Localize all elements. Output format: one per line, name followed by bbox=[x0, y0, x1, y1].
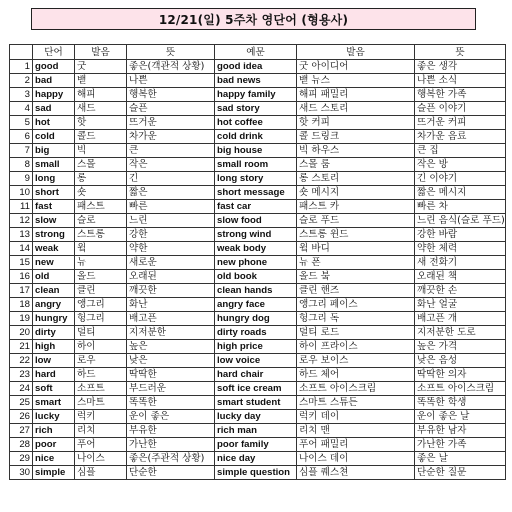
pronunciation-cell: 콜드 bbox=[75, 130, 127, 144]
example-meaning-cell: 느린 음식(슬로 푸드) bbox=[415, 214, 506, 228]
row-number: 2 bbox=[10, 74, 33, 88]
pronunciation-cell: 스트롱 bbox=[75, 228, 127, 242]
meaning-cell: 똑똑한 bbox=[127, 396, 215, 410]
word-cell: dirty bbox=[33, 326, 75, 340]
meaning-cell: 좋은(객관적 상황) bbox=[127, 60, 215, 74]
pronunciation-cell: 패스트 bbox=[75, 200, 127, 214]
example-pronunciation-cell: 핫 커피 bbox=[297, 116, 415, 130]
example-meaning-cell: 운이 좋은 날 bbox=[415, 410, 506, 424]
example-meaning-cell: 나쁜 소식 bbox=[415, 74, 506, 88]
word-cell: new bbox=[33, 256, 75, 270]
meaning-cell: 지저분한 bbox=[127, 326, 215, 340]
example-cell: soft ice cream bbox=[215, 382, 297, 396]
example-cell: short message bbox=[215, 186, 297, 200]
word-cell: short bbox=[33, 186, 75, 200]
row-number: 12 bbox=[10, 214, 33, 228]
table-row bbox=[10, 424, 506, 438]
header-example-pronunciation: 발음 bbox=[297, 45, 415, 60]
example-pronunciation-cell: 푸어 패밀리 bbox=[297, 438, 415, 452]
meaning-cell: 짧은 bbox=[127, 186, 215, 200]
example-cell: bad news bbox=[215, 74, 297, 88]
pronunciation-cell: 굿 bbox=[75, 60, 127, 74]
example-meaning-cell: 배고픈 개 bbox=[415, 312, 506, 326]
example-pronunciation-cell: 덜티 로드 bbox=[297, 326, 415, 340]
word-cell: cold bbox=[33, 130, 75, 144]
meaning-cell: 빠른 bbox=[127, 200, 215, 214]
example-pronunciation-cell: 해피 패밀리 bbox=[297, 88, 415, 102]
row-number: 22 bbox=[10, 354, 33, 368]
example-meaning-cell: 짧은 메시지 bbox=[415, 186, 506, 200]
example-cell: poor family bbox=[215, 438, 297, 452]
meaning-cell: 긴 bbox=[127, 172, 215, 186]
word-cell: fast bbox=[33, 200, 75, 214]
example-cell: long story bbox=[215, 172, 297, 186]
word-cell: happy bbox=[33, 88, 75, 102]
example-meaning-cell: 뜨거운 커피 bbox=[415, 116, 506, 130]
example-pronunciation-cell: 럭키 데이 bbox=[297, 410, 415, 424]
table-row bbox=[10, 102, 506, 116]
table-row bbox=[10, 60, 506, 74]
table-row bbox=[10, 88, 506, 102]
pronunciation-cell: 핫 bbox=[75, 116, 127, 130]
example-meaning-cell: 강한 바람 bbox=[415, 228, 506, 242]
example-cell: good idea bbox=[215, 60, 297, 74]
row-number: 28 bbox=[10, 438, 33, 452]
example-pronunciation-cell: 패스트 카 bbox=[297, 200, 415, 214]
word-cell: low bbox=[33, 354, 75, 368]
table-row bbox=[10, 186, 506, 200]
example-pronunciation-cell: 스몰 룸 bbox=[297, 158, 415, 172]
word-cell: weak bbox=[33, 242, 75, 256]
pronunciation-cell: 럭키 bbox=[75, 410, 127, 424]
example-cell: lucky day bbox=[215, 410, 297, 424]
example-pronunciation-cell: 밷 뉴스 bbox=[297, 74, 415, 88]
table-row bbox=[10, 382, 506, 396]
example-cell: hungry dog bbox=[215, 312, 297, 326]
example-meaning-cell: 행복한 가족 bbox=[415, 88, 506, 102]
pronunciation-cell: 빅 bbox=[75, 144, 127, 158]
row-number: 3 bbox=[10, 88, 33, 102]
table-row bbox=[10, 312, 506, 326]
table-row bbox=[10, 284, 506, 298]
pronunciation-cell: 소프트 bbox=[75, 382, 127, 396]
example-cell: cold drink bbox=[215, 130, 297, 144]
meaning-cell: 깨끗한 bbox=[127, 284, 215, 298]
word-cell: lucky bbox=[33, 410, 75, 424]
example-meaning-cell: 좋은 날 bbox=[415, 452, 506, 466]
example-cell: fast car bbox=[215, 200, 297, 214]
example-cell: big house bbox=[215, 144, 297, 158]
row-number: 17 bbox=[10, 284, 33, 298]
word-cell: small bbox=[33, 158, 75, 172]
row-number: 27 bbox=[10, 424, 33, 438]
word-cell: old bbox=[33, 270, 75, 284]
example-pronunciation-cell: 숏 메시지 bbox=[297, 186, 415, 200]
example-pronunciation-cell: 콜 드링크 bbox=[297, 130, 415, 144]
example-meaning-cell: 좋은 생각 bbox=[415, 60, 506, 74]
example-meaning-cell: 딱딱한 의자 bbox=[415, 368, 506, 382]
word-cell: slow bbox=[33, 214, 75, 228]
example-meaning-cell: 낮은 음성 bbox=[415, 354, 506, 368]
meaning-cell: 뜨거운 bbox=[127, 116, 215, 130]
word-cell: big bbox=[33, 144, 75, 158]
example-cell: rich man bbox=[215, 424, 297, 438]
row-number: 10 bbox=[10, 186, 33, 200]
example-pronunciation-cell: 소프트 아이스크림 bbox=[297, 382, 415, 396]
word-cell: high bbox=[33, 340, 75, 354]
meaning-cell: 나쁜 bbox=[127, 74, 215, 88]
header-example-meaning: 뜻 bbox=[415, 45, 506, 60]
example-cell: slow food bbox=[215, 214, 297, 228]
meaning-cell: 가난한 bbox=[127, 438, 215, 452]
table-row bbox=[10, 228, 506, 242]
example-meaning-cell: 지저분한 도로 bbox=[415, 326, 506, 340]
pronunciation-cell: 새드 bbox=[75, 102, 127, 116]
example-meaning-cell: 작은 방 bbox=[415, 158, 506, 172]
pronunciation-cell: 푸어 bbox=[75, 438, 127, 452]
example-pronunciation-cell: 롱 스토리 bbox=[297, 172, 415, 186]
example-pronunciation-cell: 심플 퀘스쳔 bbox=[297, 466, 415, 480]
example-meaning-cell: 차가운 음료 bbox=[415, 130, 506, 144]
example-pronunciation-cell: 나이스 데이 bbox=[297, 452, 415, 466]
table-row bbox=[10, 410, 506, 424]
example-pronunciation-cell: 올드 붘 bbox=[297, 270, 415, 284]
vocabulary-table bbox=[9, 44, 506, 480]
example-meaning-cell: 가난한 가족 bbox=[415, 438, 506, 452]
example-meaning-cell: 큰 집 bbox=[415, 144, 506, 158]
example-cell: simple question bbox=[215, 466, 297, 480]
row-number: 1 bbox=[10, 60, 33, 74]
meaning-cell: 배고픈 bbox=[127, 312, 215, 326]
example-pronunciation-cell: 슬로 푸드 bbox=[297, 214, 415, 228]
row-number: 5 bbox=[10, 116, 33, 130]
word-cell: rich bbox=[33, 424, 75, 438]
pronunciation-cell: 밷 bbox=[75, 74, 127, 88]
table-row bbox=[10, 340, 506, 354]
pronunciation-cell: 스몰 bbox=[75, 158, 127, 172]
page-title: 12/21(일) 5주차 영단어 (형용사) bbox=[31, 8, 476, 30]
word-cell: smart bbox=[33, 396, 75, 410]
example-cell: happy family bbox=[215, 88, 297, 102]
example-pronunciation-cell: 굿 아이디어 bbox=[297, 60, 415, 74]
table-row bbox=[10, 354, 506, 368]
pronunciation-cell: 스마트 bbox=[75, 396, 127, 410]
row-number: 18 bbox=[10, 298, 33, 312]
example-cell: small room bbox=[215, 158, 297, 172]
meaning-cell: 강한 bbox=[127, 228, 215, 242]
meaning-cell: 새로운 bbox=[127, 256, 215, 270]
table-row bbox=[10, 242, 506, 256]
word-cell: hot bbox=[33, 116, 75, 130]
example-meaning-cell: 슬픈 이야기 bbox=[415, 102, 506, 116]
table-row bbox=[10, 158, 506, 172]
example-meaning-cell: 오래된 책 bbox=[415, 270, 506, 284]
pronunciation-cell: 숏 bbox=[75, 186, 127, 200]
example-cell: high price bbox=[215, 340, 297, 354]
pronunciation-cell: 윜 bbox=[75, 242, 127, 256]
header-word: 단어 bbox=[33, 45, 75, 60]
example-pronunciation-cell: 스마트 스튜든 bbox=[297, 396, 415, 410]
table-row bbox=[10, 270, 506, 284]
example-meaning-cell: 약한 체력 bbox=[415, 242, 506, 256]
header-pronunciation: 발음 bbox=[75, 45, 127, 60]
word-cell: angry bbox=[33, 298, 75, 312]
meaning-cell: 단순한 bbox=[127, 466, 215, 480]
row-number: 6 bbox=[10, 130, 33, 144]
pronunciation-cell: 롱 bbox=[75, 172, 127, 186]
example-cell: clean hands bbox=[215, 284, 297, 298]
row-number: 20 bbox=[10, 326, 33, 340]
example-pronunciation-cell: 리치 맨 bbox=[297, 424, 415, 438]
header-example: 예문 bbox=[215, 45, 297, 60]
row-number: 21 bbox=[10, 340, 33, 354]
example-cell: sad story bbox=[215, 102, 297, 116]
row-number: 16 bbox=[10, 270, 33, 284]
pronunciation-cell: 하이 bbox=[75, 340, 127, 354]
example-pronunciation-cell: 하드 체어 bbox=[297, 368, 415, 382]
example-cell: hot coffee bbox=[215, 116, 297, 130]
meaning-cell: 운이 좋은 bbox=[127, 410, 215, 424]
word-cell: nice bbox=[33, 452, 75, 466]
table-body bbox=[10, 60, 506, 480]
table-row bbox=[10, 438, 506, 452]
row-number: 23 bbox=[10, 368, 33, 382]
example-cell: hard chair bbox=[215, 368, 297, 382]
example-cell: new phone bbox=[215, 256, 297, 270]
example-meaning-cell: 새 전화기 bbox=[415, 256, 506, 270]
row-number: 11 bbox=[10, 200, 33, 214]
row-number: 15 bbox=[10, 256, 33, 270]
table-row bbox=[10, 172, 506, 186]
table-header-row bbox=[10, 45, 506, 60]
example-pronunciation-cell: 클린 핸즈 bbox=[297, 284, 415, 298]
example-cell: smart student bbox=[215, 396, 297, 410]
table-row bbox=[10, 116, 506, 130]
row-number: 24 bbox=[10, 382, 33, 396]
meaning-cell: 약한 bbox=[127, 242, 215, 256]
example-pronunciation-cell: 빅 하우스 bbox=[297, 144, 415, 158]
pronunciation-cell: 덜티 bbox=[75, 326, 127, 340]
table-row bbox=[10, 466, 506, 480]
example-meaning-cell: 깨끗한 손 bbox=[415, 284, 506, 298]
meaning-cell: 화난 bbox=[127, 298, 215, 312]
example-meaning-cell: 긴 이야기 bbox=[415, 172, 506, 186]
meaning-cell: 슬픈 bbox=[127, 102, 215, 116]
word-cell: good bbox=[33, 60, 75, 74]
meaning-cell: 높은 bbox=[127, 340, 215, 354]
pronunciation-cell: 클린 bbox=[75, 284, 127, 298]
word-cell: strong bbox=[33, 228, 75, 242]
table-row bbox=[10, 396, 506, 410]
table-row bbox=[10, 256, 506, 270]
word-cell: poor bbox=[33, 438, 75, 452]
row-number: 8 bbox=[10, 158, 33, 172]
pronunciation-cell: 슬로 bbox=[75, 214, 127, 228]
pronunciation-cell: 뉴 bbox=[75, 256, 127, 270]
pronunciation-cell: 앵그리 bbox=[75, 298, 127, 312]
table-row bbox=[10, 130, 506, 144]
row-number: 13 bbox=[10, 228, 33, 242]
example-cell: angry face bbox=[215, 298, 297, 312]
meaning-cell: 오래된 bbox=[127, 270, 215, 284]
row-number: 19 bbox=[10, 312, 33, 326]
pronunciation-cell: 로우 bbox=[75, 354, 127, 368]
table-row bbox=[10, 214, 506, 228]
table-row bbox=[10, 368, 506, 382]
example-pronunciation-cell: 하이 프라이스 bbox=[297, 340, 415, 354]
table-row bbox=[10, 298, 506, 312]
table-row bbox=[10, 200, 506, 214]
word-cell: hungry bbox=[33, 312, 75, 326]
meaning-cell: 큰 bbox=[127, 144, 215, 158]
row-number: 26 bbox=[10, 410, 33, 424]
example-cell: weak body bbox=[215, 242, 297, 256]
meaning-cell: 느린 bbox=[127, 214, 215, 228]
row-number: 7 bbox=[10, 144, 33, 158]
example-pronunciation-cell: 스트롱 윈드 bbox=[297, 228, 415, 242]
pronunciation-cell: 하드 bbox=[75, 368, 127, 382]
row-number: 14 bbox=[10, 242, 33, 256]
example-cell: strong wind bbox=[215, 228, 297, 242]
table-row bbox=[10, 144, 506, 158]
word-cell: soft bbox=[33, 382, 75, 396]
example-pronunciation-cell: 윜 바디 bbox=[297, 242, 415, 256]
meaning-cell: 부유한 bbox=[127, 424, 215, 438]
example-pronunciation-cell: 로우 보이스 bbox=[297, 354, 415, 368]
example-meaning-cell: 높은 가격 bbox=[415, 340, 506, 354]
example-meaning-cell: 똑똑한 학생 bbox=[415, 396, 506, 410]
example-pronunciation-cell: 앵그리 페이스 bbox=[297, 298, 415, 312]
pronunciation-cell: 해피 bbox=[75, 88, 127, 102]
example-meaning-cell: 부유한 남자 bbox=[415, 424, 506, 438]
pronunciation-cell: 심플 bbox=[75, 466, 127, 480]
row-number: 30 bbox=[10, 466, 33, 480]
meaning-cell: 작은 bbox=[127, 158, 215, 172]
table-row bbox=[10, 452, 506, 466]
word-cell: bad bbox=[33, 74, 75, 88]
row-number: 9 bbox=[10, 172, 33, 186]
example-meaning-cell: 화난 얼굴 bbox=[415, 298, 506, 312]
meaning-cell: 낮은 bbox=[127, 354, 215, 368]
example-cell: nice day bbox=[215, 452, 297, 466]
meaning-cell: 좋은(주관적 상황) bbox=[127, 452, 215, 466]
word-cell: clean bbox=[33, 284, 75, 298]
word-cell: sad bbox=[33, 102, 75, 116]
meaning-cell: 부드러운 bbox=[127, 382, 215, 396]
pronunciation-cell: 나이스 bbox=[75, 452, 127, 466]
pronunciation-cell: 리치 bbox=[75, 424, 127, 438]
header-num bbox=[10, 45, 33, 60]
row-number: 4 bbox=[10, 102, 33, 116]
table-row bbox=[10, 74, 506, 88]
example-cell: low voice bbox=[215, 354, 297, 368]
example-meaning-cell: 빠른 차 bbox=[415, 200, 506, 214]
example-meaning-cell: 단순한 질문 bbox=[415, 466, 506, 480]
example-meaning-cell: 소프트 아이스크림 bbox=[415, 382, 506, 396]
example-pronunciation-cell: 뉴 폰 bbox=[297, 256, 415, 270]
meaning-cell: 차가운 bbox=[127, 130, 215, 144]
row-number: 25 bbox=[10, 396, 33, 410]
table-row bbox=[10, 326, 506, 340]
pronunciation-cell: 헝그리 bbox=[75, 312, 127, 326]
example-cell: dirty roads bbox=[215, 326, 297, 340]
example-pronunciation-cell: 새드 스토리 bbox=[297, 102, 415, 116]
example-cell: old book bbox=[215, 270, 297, 284]
meaning-cell: 딱딱한 bbox=[127, 368, 215, 382]
row-number: 29 bbox=[10, 452, 33, 466]
word-cell: long bbox=[33, 172, 75, 186]
meaning-cell: 행복한 bbox=[127, 88, 215, 102]
pronunciation-cell: 올드 bbox=[75, 270, 127, 284]
word-cell: hard bbox=[33, 368, 75, 382]
word-cell: simple bbox=[33, 466, 75, 480]
header-meaning: 뜻 bbox=[127, 45, 215, 60]
example-pronunciation-cell: 헝그리 독 bbox=[297, 312, 415, 326]
